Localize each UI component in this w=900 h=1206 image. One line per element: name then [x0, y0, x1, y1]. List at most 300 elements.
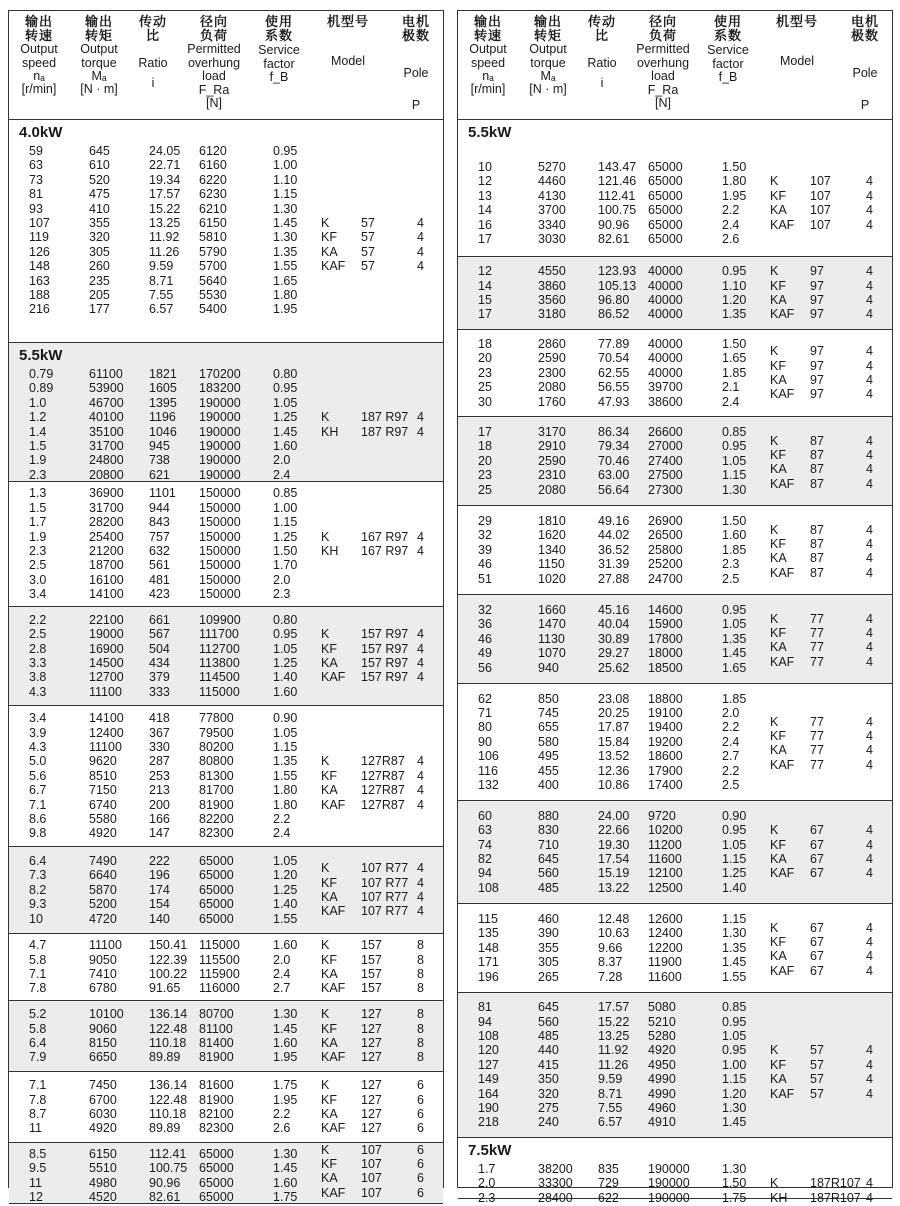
pole-count: 4: [417, 244, 424, 259]
data-cell: 65000: [199, 911, 234, 926]
table-section: [458, 684, 892, 801]
data-cell: 9060: [89, 1021, 117, 1036]
pole-count: 4: [866, 387, 873, 402]
data-cell: 3.9: [29, 725, 47, 740]
data-cell: 40000: [648, 307, 683, 322]
data-cell: 2.2: [273, 1107, 291, 1121]
data-cell: 65000: [199, 1175, 234, 1190]
data-cell: 253: [149, 768, 170, 783]
data-cell: 18800: [648, 691, 683, 706]
model-series: KF: [770, 729, 786, 744]
data-cell: 28200: [89, 515, 124, 530]
data-cell: 27300: [648, 482, 683, 497]
data-cell: 150000: [199, 587, 241, 602]
header-symbol: nₐ: [33, 69, 45, 83]
data-cell: 1.15: [273, 740, 298, 754]
header-english: Output speed: [20, 42, 58, 70]
model-series: K: [321, 410, 330, 425]
data-cell: 1.05: [273, 641, 298, 656]
data-cell: 7450: [89, 1078, 117, 1093]
data-cell: 1660: [538, 603, 566, 617]
model-size: 187R107: [810, 1176, 861, 1191]
data-cell: 1.05: [722, 453, 747, 468]
data-cell: 190: [478, 1101, 499, 1115]
data-cell: 25800: [648, 542, 683, 557]
model-series: KA: [770, 203, 787, 218]
data-cell: 16100: [89, 572, 124, 587]
pole-count: 6: [417, 1121, 424, 1136]
pole-count: 4: [417, 797, 424, 812]
pole-count: 4: [866, 757, 873, 772]
header-chinese: 径向 负荷: [648, 14, 677, 43]
data-cell: 2.4: [273, 826, 291, 841]
data-cell: 19.30: [598, 837, 630, 852]
data-cell: 738: [149, 453, 170, 468]
data-cell: 7.8: [29, 981, 47, 996]
model-series: KA: [321, 656, 338, 670]
model-series: K: [770, 174, 779, 189]
pole-count: 8: [417, 967, 424, 981]
data-cell: 6120: [199, 144, 227, 158]
pole-count: 4: [866, 626, 873, 641]
data-cell: 6.4: [29, 854, 47, 868]
data-cell: 70.46: [598, 453, 630, 468]
header-symbol: F_Ra: [198, 82, 230, 97]
data-cell: 14: [478, 278, 492, 293]
data-cell: 3700: [538, 203, 566, 218]
data-cell: 213: [149, 783, 170, 798]
data-cell: 475: [89, 187, 110, 202]
data-cell: 12400: [89, 725, 124, 740]
pole-count: 8: [417, 1021, 424, 1036]
data-cell: 1.5: [29, 500, 47, 515]
data-cell: 15.22: [598, 1014, 630, 1029]
model-series: KA: [770, 743, 787, 758]
data-cell: 7.1: [29, 967, 47, 981]
model-series: KAF: [770, 476, 795, 491]
data-cell: 3.3: [29, 656, 47, 670]
data-cell: 10: [478, 160, 492, 174]
table-section: [9, 847, 443, 934]
model-series: KAF: [321, 259, 346, 274]
model-size: 107: [810, 188, 831, 203]
data-cell: 107: [29, 216, 50, 230]
data-cell: 3860: [538, 278, 566, 293]
data-cell: 65000: [199, 1161, 234, 1176]
data-cell: 485: [538, 880, 559, 895]
header-cell: [127, 15, 179, 90]
data-cell: 13.25: [149, 216, 181, 230]
data-cell: 11600: [648, 852, 682, 866]
data-cell: 2.0: [273, 453, 291, 468]
data-cell: 305: [538, 955, 559, 970]
data-cell: 143.47: [598, 160, 637, 174]
data-cell: 11.26: [149, 244, 180, 259]
data-cell: 2.2: [722, 763, 740, 778]
data-cell: 71: [478, 706, 492, 720]
model-series: K: [321, 1007, 330, 1022]
header-chinese: 使用 系数: [713, 14, 742, 43]
data-cell: 260: [89, 259, 110, 274]
data-cell: 36.52: [598, 542, 630, 557]
data-cell: 13.25: [598, 1029, 630, 1043]
table-section: [458, 904, 892, 993]
data-cell: 1.85: [722, 691, 747, 706]
data-cell: 423: [149, 587, 170, 602]
model-series: KF: [321, 641, 337, 656]
data-cell: 265: [538, 969, 559, 984]
data-cell: 46700: [89, 395, 124, 410]
model-size: 127: [361, 1107, 382, 1121]
header-unit: [r/min]: [21, 82, 57, 96]
data-cell: 1.70: [273, 558, 298, 573]
table-section: [458, 595, 892, 684]
data-cell: 1.75: [722, 1190, 747, 1205]
model-size: 157: [361, 967, 382, 981]
data-cell: 11.92: [149, 230, 180, 245]
pole-count: 4: [417, 768, 424, 783]
model-series: KF: [770, 837, 786, 852]
data-cell: 63: [478, 823, 492, 838]
data-cell: 82300: [199, 1121, 234, 1136]
data-cell: 1.05: [722, 1029, 747, 1043]
model-series: KAF: [321, 1050, 346, 1065]
data-cell: 150000: [199, 558, 241, 573]
table-section: [9, 607, 443, 706]
data-cell: 80200: [199, 740, 234, 754]
data-cell: 10200: [648, 823, 683, 838]
header-cell: [458, 15, 518, 96]
data-cell: 190000: [199, 395, 241, 410]
data-cell: 115500: [199, 952, 240, 967]
data-cell: 7.55: [149, 288, 174, 302]
data-cell: 218: [478, 1115, 499, 1130]
pole-count: 4: [866, 611, 873, 626]
model-size: 107: [361, 1157, 382, 1172]
data-cell: 163: [29, 273, 50, 288]
data-cell: 455: [538, 763, 559, 778]
pole-count: 8: [417, 981, 424, 996]
data-cell: 1.05: [722, 617, 747, 632]
data-cell: 1.60: [273, 439, 298, 453]
data-cell: 655: [538, 720, 559, 735]
data-cell: 17: [478, 307, 492, 322]
data-cell: 240: [538, 1115, 559, 1130]
data-cell: 1.30: [273, 201, 298, 216]
data-cell: 188: [29, 288, 50, 302]
data-cell: 24.00: [598, 808, 630, 823]
pole-count: 4: [866, 743, 873, 758]
data-cell: 65000: [648, 232, 683, 246]
data-cell: 0.80: [273, 612, 298, 627]
data-cell: 9.8: [29, 826, 47, 841]
model-series: KAF: [770, 866, 795, 881]
header-symbol: f_B: [718, 70, 738, 84]
data-cell: 40000: [648, 278, 683, 293]
data-cell: 12700: [89, 670, 124, 685]
data-cell: 8.7: [29, 1107, 47, 1121]
data-cell: 1.9: [29, 529, 47, 544]
data-cell: 65000: [648, 203, 683, 218]
data-cell: 6.4: [29, 1036, 47, 1050]
data-cell: 11100: [89, 740, 122, 754]
table-section: [458, 120, 892, 257]
data-cell: 8.71: [149, 273, 174, 288]
data-cell: 17.57: [149, 187, 181, 202]
pole-count: 4: [417, 641, 424, 656]
table-section: [458, 417, 892, 506]
data-cell: 7.1: [29, 1078, 47, 1093]
data-cell: 59: [29, 144, 43, 158]
model-size: 97: [810, 387, 824, 402]
model-size: 107 R77: [361, 904, 409, 919]
data-cell: 8.2: [29, 882, 47, 897]
model-size: 107 R77: [361, 890, 409, 904]
data-cell: 93: [29, 201, 43, 216]
header-english: Service factor: [258, 43, 300, 71]
data-cell: 86.34: [598, 425, 630, 439]
model-size: 97: [810, 358, 824, 373]
data-cell: 610: [89, 158, 110, 173]
pole-count: 4: [866, 373, 873, 387]
data-cell: 33300: [538, 1176, 573, 1191]
data-cell: 8.71: [598, 1086, 623, 1101]
data-cell: 47.93: [598, 394, 630, 409]
data-cell: 28400: [538, 1190, 573, 1205]
data-cell: 171: [478, 955, 499, 970]
header-unit: [r/min]: [470, 82, 506, 96]
model-series: K: [321, 754, 330, 769]
data-cell: 440: [538, 1043, 559, 1058]
data-cell: 4990: [648, 1072, 676, 1087]
data-cell: 2.5: [722, 571, 740, 586]
model-size: 87: [810, 476, 824, 491]
data-cell: 2.4: [722, 734, 740, 749]
data-cell: 114500: [199, 670, 240, 685]
data-cell: 7490: [89, 854, 117, 868]
data-cell: 25.62: [598, 660, 630, 675]
data-cell: 3.8: [29, 670, 47, 685]
data-cell: 90.96: [598, 217, 630, 232]
data-cell: 40.04: [598, 617, 630, 632]
data-cell: 4920: [89, 1121, 117, 1136]
data-cell: 880: [538, 808, 559, 823]
data-cell: 19000: [89, 627, 124, 642]
data-cell: 18500: [648, 660, 683, 675]
header-cell: [249, 15, 309, 84]
pole-count: 6: [417, 1157, 424, 1172]
model-series: K: [321, 861, 330, 876]
data-cell: 11600: [648, 969, 682, 984]
data-cell: 3180: [538, 307, 566, 322]
data-cell: 18000: [648, 646, 683, 661]
pole-count: 8: [417, 1050, 424, 1065]
header-chinese: 电机 极数: [401, 14, 430, 43]
data-cell: 10: [29, 911, 43, 926]
model-size: 157: [361, 981, 382, 996]
data-cell: 122.48: [149, 1092, 188, 1107]
header-unit: [N · m]: [80, 82, 118, 96]
data-cell: 11: [29, 1175, 42, 1190]
header-unit: [N · m]: [529, 82, 567, 96]
data-cell: 5810: [199, 230, 227, 245]
data-cell: 3560: [538, 293, 566, 307]
data-cell: 126: [29, 244, 50, 259]
data-cell: 1.10: [722, 278, 747, 293]
data-cell: 136.14: [149, 1007, 188, 1022]
model-size: 107: [810, 174, 831, 189]
data-cell: 94: [478, 866, 492, 881]
data-cell: 729: [598, 1176, 619, 1191]
data-cell: 13.52: [598, 749, 630, 764]
data-cell: 49.16: [598, 514, 630, 528]
model-series: KAF: [321, 1185, 346, 1200]
pole-count: 4: [866, 293, 873, 307]
model-size: 57: [361, 259, 375, 274]
pole-count: 4: [417, 259, 424, 274]
data-cell: 127: [478, 1057, 499, 1072]
power-rating-label: 5.5kW: [468, 124, 512, 141]
data-cell: 4460: [538, 174, 566, 189]
data-cell: 1.3: [29, 486, 47, 501]
table-section: [458, 330, 892, 417]
data-cell: 79500: [199, 725, 234, 740]
data-cell: 235: [89, 273, 110, 288]
data-cell: 1130: [538, 631, 565, 646]
data-cell: 65000: [199, 1190, 234, 1205]
pole-count: 6: [417, 1185, 424, 1200]
data-cell: 23: [478, 365, 492, 380]
data-cell: 355: [538, 940, 559, 955]
pole-count: 4: [866, 217, 873, 232]
pole-count: 6: [417, 1078, 424, 1093]
header-english: Output torque: [529, 42, 567, 70]
data-cell: 6030: [89, 1107, 117, 1121]
table-section: [9, 482, 443, 607]
data-cell: 2.4: [273, 467, 291, 482]
pole-count: 4: [866, 654, 873, 669]
header-cell: [518, 15, 578, 96]
model-series: KH: [770, 1190, 788, 1205]
data-cell: 119: [29, 230, 49, 245]
model-size: 97: [810, 293, 824, 307]
data-cell: 17900: [648, 763, 683, 778]
data-cell: 6700: [89, 1092, 117, 1107]
model-series: K: [321, 529, 330, 544]
data-cell: 18600: [648, 749, 683, 764]
data-cell: 1.95: [273, 1050, 298, 1065]
data-cell: 0.79: [29, 367, 54, 381]
header-english: Pole: [852, 66, 878, 80]
model-series: KA: [321, 967, 338, 981]
data-cell: 1.30: [722, 1101, 747, 1115]
data-cell: 4.3: [29, 740, 47, 754]
data-cell: 843: [149, 515, 170, 530]
data-cell: 147: [149, 826, 170, 841]
data-cell: 2910: [538, 439, 566, 454]
data-cell: 164: [478, 1086, 499, 1101]
pole-count: 4: [866, 1072, 873, 1087]
data-cell: 89.89: [149, 1050, 181, 1065]
data-cell: 0.95: [722, 1043, 747, 1058]
pole-count: 8: [417, 952, 424, 967]
data-cell: 35100: [89, 424, 124, 439]
data-cell: 190000: [199, 424, 241, 439]
model-series: KF: [770, 626, 786, 641]
data-cell: 2.7: [273, 981, 291, 996]
data-cell: 1.4: [29, 424, 47, 439]
data-cell: 5.6: [29, 768, 47, 783]
data-cell: 100.75: [598, 203, 637, 218]
data-cell: 10.63: [598, 926, 630, 941]
pole-count: 4: [866, 1086, 873, 1101]
data-cell: 3.0: [29, 572, 47, 587]
data-cell: 27500: [648, 468, 683, 483]
data-cell: 7.3: [29, 868, 47, 883]
power-rating-label: 4.0kW: [19, 124, 63, 141]
data-cell: 1.85: [722, 542, 747, 557]
data-cell: 1.65: [273, 273, 298, 288]
data-cell: 1.55: [273, 768, 298, 783]
data-cell: 14600: [648, 603, 683, 617]
pole-count: 4: [866, 522, 873, 537]
data-cell: 2.3: [29, 467, 47, 482]
model-size: 57: [810, 1086, 824, 1101]
data-cell: 2590: [538, 351, 566, 366]
data-cell: 757: [149, 529, 170, 544]
data-cell: 567: [149, 627, 170, 642]
model-size: 127: [361, 1007, 382, 1022]
data-cell: 11900: [648, 955, 682, 970]
data-cell: 2.3: [29, 544, 47, 558]
model-series: K: [321, 627, 330, 642]
model-size: 167 R97: [361, 544, 409, 558]
model-series: KF: [770, 358, 786, 373]
data-cell: 18: [478, 337, 492, 351]
pole-count: 4: [866, 358, 873, 373]
model-size: 67: [810, 852, 824, 866]
data-cell: 216: [29, 302, 50, 317]
data-cell: 850: [538, 691, 559, 706]
data-cell: 1.95: [273, 302, 298, 317]
model-series: KAF: [770, 1086, 795, 1101]
data-cell: 36900: [89, 486, 124, 501]
data-cell: 1810: [538, 514, 566, 528]
data-cell: 2310: [538, 468, 566, 483]
data-cell: 390: [538, 926, 559, 941]
pole-count: 4: [417, 230, 424, 245]
data-cell: 1.60: [722, 528, 747, 543]
data-cell: 90: [478, 734, 492, 749]
data-cell: 2.4: [273, 967, 291, 981]
data-cell: 560: [538, 1014, 559, 1029]
data-cell: 2.1: [722, 380, 740, 395]
data-cell: 1101: [149, 486, 176, 501]
data-cell: 12200: [648, 940, 683, 955]
data-cell: 3340: [538, 217, 566, 232]
data-cell: 1046: [149, 424, 177, 439]
data-cell: 4960: [648, 1101, 676, 1115]
pole-count: 6: [417, 1142, 424, 1157]
model-series: KA: [321, 1036, 338, 1050]
data-cell: 1.45: [273, 1161, 298, 1176]
model-series: KAF: [321, 981, 346, 996]
model-series: KA: [770, 293, 787, 307]
model-size: 127: [361, 1050, 382, 1065]
pole-count: 4: [417, 754, 424, 769]
data-cell: 350: [538, 1072, 559, 1087]
data-cell: 21200: [89, 544, 124, 558]
